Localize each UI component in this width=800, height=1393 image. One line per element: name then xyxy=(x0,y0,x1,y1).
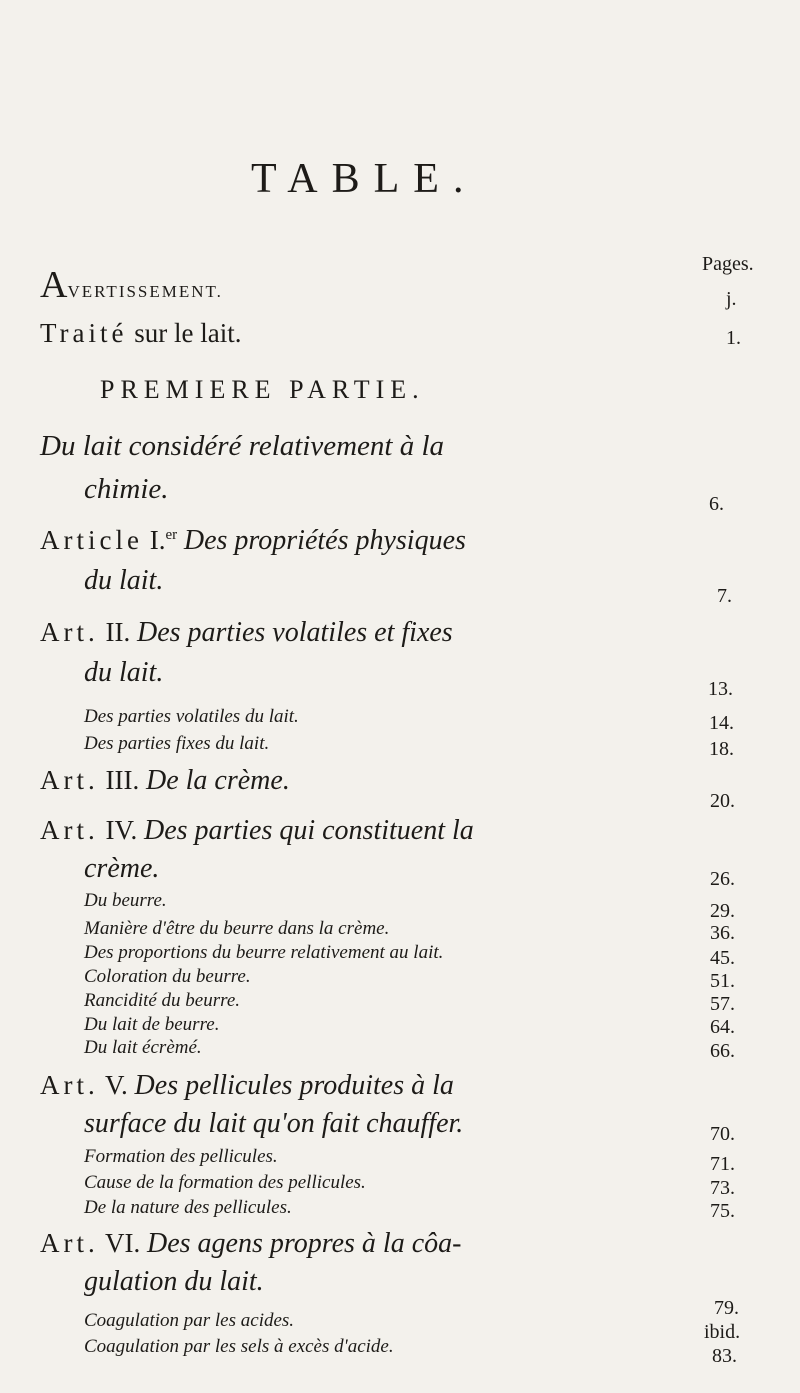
toc-article-4 xyxy=(40,815,474,847)
article-title-cont: crème. xyxy=(84,853,160,884)
page-number: 45. xyxy=(710,947,735,969)
article-number: III. xyxy=(105,765,140,795)
page-number: 26. xyxy=(710,868,735,890)
page-number: 70. xyxy=(710,1123,735,1145)
pages-column-label: Pages. xyxy=(702,253,754,275)
article-title: Des parties qui constituent la xyxy=(144,815,474,846)
toc-article-5-cont xyxy=(84,1108,463,1140)
toc-subentry: Rancidité du beurre. xyxy=(84,990,241,1011)
article-title: De la crème. xyxy=(145,765,290,796)
toc-article-2-cont xyxy=(84,657,163,689)
page-number: 29. xyxy=(710,900,735,922)
article-title-cont: surface du lait qu'on fait chauffer. xyxy=(84,1108,464,1139)
toc-entry-avertissement xyxy=(40,263,223,307)
article-label: Art. xyxy=(40,617,99,647)
page-number: j. xyxy=(726,288,737,310)
article-number: IV. xyxy=(105,815,138,845)
article-number: V. xyxy=(105,1070,128,1100)
page-number: 7. xyxy=(717,585,732,607)
toc-subentry: Du beurre. xyxy=(84,890,167,911)
page-number: 64. xyxy=(710,1016,735,1038)
page-number: 71. xyxy=(710,1153,735,1175)
entry-text: sur le lait. xyxy=(134,318,242,348)
page-number: 14. xyxy=(709,712,734,734)
page-number: 20. xyxy=(710,790,735,812)
toc-article-6-cont xyxy=(84,1266,264,1298)
toc-subentry: Coagulation par les acides. xyxy=(84,1310,295,1331)
article-number: VI. xyxy=(105,1228,141,1258)
drop-initial: A xyxy=(40,264,68,306)
toc-subentry: Des parties volatiles du lait. xyxy=(84,706,299,727)
page-number: 79. xyxy=(714,1297,739,1319)
toc-article-4-cont xyxy=(84,853,159,885)
entry-label: VERTISSEMENT. xyxy=(67,282,223,301)
page-number: 75. xyxy=(710,1200,735,1222)
page-number: 66. xyxy=(710,1040,735,1062)
page-number: 6. xyxy=(709,493,724,515)
page-number: 51. xyxy=(710,970,735,992)
toc-entry-traite xyxy=(40,318,242,349)
toc-article-1-cont xyxy=(84,565,163,597)
article-title: Des parties volatiles et fixes xyxy=(136,617,453,648)
toc-article-1 xyxy=(40,525,466,557)
article-number: II. xyxy=(105,617,131,647)
toc-subentry: Du lait écrèmé. xyxy=(84,1037,202,1058)
toc-article-3 xyxy=(40,765,290,797)
article-title: Des pellicules produites à la xyxy=(134,1070,454,1101)
toc-subentry: Manière d'être du beurre dans la crème. xyxy=(84,918,390,939)
page-number: 13. xyxy=(708,678,733,700)
article-title-cont: gulation du lait. xyxy=(84,1266,264,1297)
article-title: Des agens propres à la côa- xyxy=(147,1228,462,1259)
toc-subentry: Formation des pellicules. xyxy=(84,1146,278,1167)
page-number: 36. xyxy=(710,922,735,944)
article-label: Art. xyxy=(40,1228,99,1258)
article-number-superscript: er xyxy=(165,527,178,543)
toc-article-6 xyxy=(40,1228,461,1260)
section-heading-line2: chimie. xyxy=(84,473,169,505)
page-number: 73. xyxy=(710,1177,735,1199)
page-number: ibid. xyxy=(704,1321,741,1343)
article-title: Des propriétés physiques xyxy=(183,525,466,556)
toc-subentry: Des parties fixes du lait. xyxy=(84,733,270,754)
toc-article-5 xyxy=(40,1070,454,1102)
toc-article-2 xyxy=(40,617,453,649)
part-title: PREMIERE PARTIE. xyxy=(100,375,425,404)
toc-subentry: Du lait de beurre. xyxy=(84,1014,220,1035)
article-label: Art. xyxy=(40,1070,99,1100)
article-label: Art. xyxy=(40,765,99,795)
toc-subentry: De la nature des pellicules. xyxy=(84,1197,292,1218)
page-number: 18. xyxy=(709,738,734,760)
page-title: TABLE. xyxy=(251,156,478,202)
entry-label: Traité xyxy=(40,318,128,348)
toc-subentry: Des proportions du beurre relativement au lait. xyxy=(84,942,444,963)
page-number: 57. xyxy=(710,993,735,1015)
section-heading-line1: Du lait considéré relativement à la xyxy=(40,430,445,462)
article-title-cont: du lait. xyxy=(84,657,164,688)
article-label: Art. xyxy=(40,815,99,845)
article-title-cont: du lait. xyxy=(84,565,164,596)
page-number: 1. xyxy=(726,327,741,349)
article-number: I. xyxy=(149,525,166,555)
page-number: 83. xyxy=(712,1345,737,1367)
toc-subentry: Coloration du beurre. xyxy=(84,966,251,987)
toc-subentry: Coagulation par les sels à excès d'acide. xyxy=(84,1336,394,1357)
toc-subentry: Cause de la formation des pellicules. xyxy=(84,1172,366,1193)
article-label: Article xyxy=(40,525,143,555)
